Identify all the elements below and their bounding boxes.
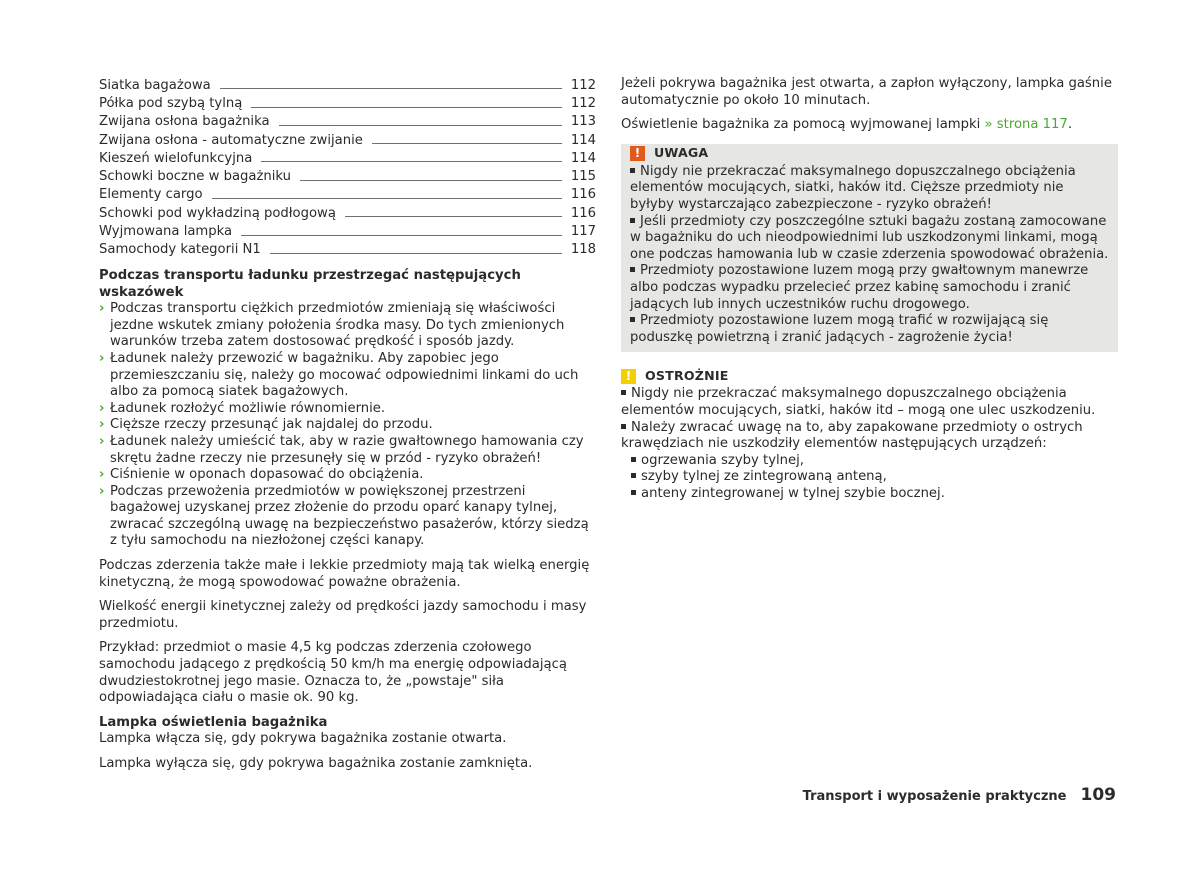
- toc-leader: [241, 235, 562, 236]
- caution-box: [621, 366, 1118, 502]
- chevron-right-icon: ›: [99, 433, 105, 449]
- caution-header: [621, 366, 1118, 386]
- toc-item[interactable]: [99, 241, 596, 259]
- toc-page: 112: [570, 96, 596, 111]
- chevron-right-icon: ›: [99, 483, 105, 499]
- toc-page: 112: [570, 77, 596, 93]
- warning-box: [621, 144, 1118, 353]
- chevron-right-icon: ›: [99, 301, 105, 317]
- toc-leader: [220, 88, 562, 89]
- lamp-heading: Lampka oświetlenia bagażnika: [99, 714, 328, 730]
- toc-leader: [261, 161, 561, 162]
- warning-header: [630, 144, 1110, 164]
- toc-item[interactable]: [99, 167, 596, 185]
- toc-title: Półka pod szybą tylną: [99, 96, 243, 111]
- toc-page: 115: [570, 169, 596, 185]
- toc-item[interactable]: [99, 204, 596, 222]
- lamp-timeout-paragraph: Jeżeli pokrywa bagażnika jest otwarta, a zapłon wyłączony, lampka gaśnie automatycznie po około 10 minutach.: [621, 76, 1112, 108]
- warning-item: Przedmioty pozostawione luzem mogą przy gwałtownym manewrze albo podczas wypadku przelecieć przez kabinę samochodu i zranić jadących lub innych uczestników ruchu drogowego.: [630, 263, 1089, 312]
- toc-title: Elementy cargo: [99, 187, 203, 203]
- caution-icon: !: [621, 369, 636, 384]
- square-bullet-icon: [621, 424, 626, 429]
- example-paragraph: Przykład: przedmiot o masie 4,5 kg podczas zderzenia czołowego samochodu jadącego z prędkością 50 km/h ma energię odpowiadającą dwudziestokrotnej jego masie. Oznacza to, że „powstaje" siła odpowiadająca ciału o masie ok. 90 kg.: [99, 640, 567, 706]
- chevron-right-icon: ›: [99, 417, 105, 433]
- caution-item: Nigdy nie przekraczać maksymalnego dopuszczalnego obciążenia elementów mocujących, siatki, haków itd – mogą one ulec uszkodzeniu.: [621, 386, 1096, 418]
- list-item: › Ładunek należy przewozić w bagażniku. Aby zapobiec jego przemieszczaniu się, należy go mocować odpowiednimi linkami do uch albo za pomocą siatek bagażowych.: [99, 350, 579, 400]
- page-footer: [803, 787, 1116, 806]
- list-item: › Ładunek należy umieścić tak, aby w razie gwałtownego hamowania czy skrętu żadne rzeczy nie przesunęły się w przód - ryzyko obrażeń!: [99, 433, 584, 466]
- square-bullet-icon: [630, 267, 635, 272]
- right-column: [621, 76, 1118, 502]
- energy-speed-paragraph: Wielkość energii kinetycznej zależy od prędkości jazdy samochodu i masy przedmiotu.: [99, 599, 587, 631]
- toc-leader: [212, 198, 562, 199]
- toc-title: Zwijana osłona - automatyczne zwijanie: [99, 132, 363, 148]
- lamp-off-paragraph: Lampka wyłącza się, gdy pokrywa bagażnika zostanie zamknięta.: [99, 756, 533, 771]
- toc-item[interactable]: [99, 222, 596, 240]
- toc-leader: [279, 125, 562, 126]
- toc-leader: [345, 216, 562, 217]
- square-bullet-icon: [630, 218, 635, 223]
- list-item: › Podczas transportu ciężkich przedmiotów zmieniają się właściwości jezdne wskutek zmiany położenia środka masy. Do tych zmienionych warunków trzeba zatem dostosować prędkość i sposób jazdy.: [99, 301, 565, 350]
- chevron-right-icon: ›: [99, 467, 105, 483]
- toc-leader: [251, 107, 562, 108]
- caution-title: OSTROŻNIE: [645, 368, 729, 384]
- warning-item: Nigdy nie przekraczać maksymalnego dopuszczalnego obciążenia elementów mocujących, siatki, haków itd. Cięższe przedmioty nie byłyby wystarczająco zabezpieczone - ryzyko obrażeń!: [630, 163, 1076, 212]
- chapter-title: Transport i wyposażenie praktyczne: [802, 789, 1067, 804]
- toc-page: 114: [570, 150, 596, 166]
- toc-leader: [270, 253, 562, 254]
- page-number: 109: [1080, 785, 1116, 805]
- square-bullet-icon: [630, 317, 635, 322]
- warning-title: UWAGA: [654, 145, 709, 161]
- toc-title: Zwijana osłona bagażnika: [99, 114, 270, 130]
- toc-leader: [372, 143, 562, 144]
- page-reference-link[interactable]: » strona 117: [984, 117, 1068, 133]
- toc-page: 114: [570, 132, 596, 148]
- toc-page: 116: [570, 205, 596, 221]
- toc-title: Kieszeń wielofunkcyjna: [99, 150, 253, 166]
- toc-title: Schowki boczne w bagażniku: [99, 169, 292, 185]
- caution-item: Należy zwracać uwagę na to, aby zapakowane przedmioty o ostrych krawędziach nie uszkodziły elementów następujących urządzeń:: [621, 419, 1083, 452]
- transport-bullet-list: [99, 301, 596, 550]
- warning-item: Jeśli przedmioty czy poszczególne sztuki bagażu zostaną zamocowane w bagażniku do uch nieodpowiednimi lub uszkodzonymi linkami, mogą one podczas hamowania lub w czasie zderzenia spowodować obrażenia.: [630, 213, 1109, 262]
- list-item: › Ciśnienie w oponach dopasować do obciążenia.: [99, 467, 424, 483]
- list-item: › Podczas przewożenia przedmiotów w powiększonej przestrzeni bagażowej uzyskanej przez złożenie do przodu oparć kanapy tylnej, zwracać szczególną uwagę na bezpieczeństwo pasażerów, którzy siedzą z tyłu samochodu na niezłożonej części kanapy.: [99, 483, 589, 549]
- toc-item[interactable]: [99, 186, 596, 204]
- toc-title: Samochody kategorii N1: [99, 242, 261, 258]
- toc-page: 117: [570, 224, 596, 240]
- list-item: › Cięższe rzeczy przesunąć jak najdalej do przodu.: [99, 417, 433, 433]
- toc-item[interactable]: [99, 131, 596, 149]
- caution-subitem: ogrzewania szyby tylnej,: [621, 453, 1118, 470]
- square-bullet-icon: [631, 457, 636, 462]
- toc-title: Siatka bagażowa: [99, 77, 211, 93]
- lamp-on-paragraph: Lampka włącza się, gdy pokrywa bagażnika zostanie otwarta.: [99, 731, 507, 747]
- lamp-reference-paragraph: Oświetlenie bagażnika za pomocą wyjmowanej lampki » strona 117.: [621, 117, 1073, 133]
- square-bullet-icon: [631, 473, 636, 478]
- chevron-right-icon: ›: [99, 350, 105, 366]
- toc-item[interactable]: [99, 113, 596, 131]
- caution-subitem: szyby tylnej ze zintegrowaną anteną,: [621, 469, 1118, 486]
- toc-item[interactable]: [99, 149, 596, 167]
- warning-icon: !: [630, 146, 645, 161]
- toc-item[interactable]: [99, 76, 596, 94]
- warning-item: Przedmioty pozostawione luzem mogą trafić w rozwijającą się poduszkę powietrzną i zranić jadących - zagrożenie życia!: [630, 313, 1049, 345]
- caution-subitem: anteny zintegrowanej w tylnej szybie bocznej.: [621, 486, 1118, 503]
- toc-page: 116: [570, 187, 596, 203]
- toc-page: 118: [570, 242, 596, 258]
- toc-item[interactable]: [99, 94, 596, 112]
- square-bullet-icon: [621, 390, 626, 395]
- square-bullet-icon: [630, 168, 635, 173]
- toc-leader: [300, 180, 562, 181]
- toc-page: 113: [570, 114, 596, 130]
- toc-list: [99, 76, 596, 259]
- list-item: › Ładunek rozłożyć możliwie równomiernie.: [99, 400, 386, 416]
- transport-heading: Podczas transportu ładunku przestrzegać następujących wskazówek: [99, 267, 521, 300]
- left-column: [99, 76, 596, 773]
- energy-paragraph: Podczas zderzenia także małe i lekkie przedmioty mają tak wielką energię kinetyczną, że mogą spowodować poważne obrażenia.: [99, 558, 590, 590]
- toc-title: Wyjmowana lampka: [99, 224, 233, 240]
- square-bullet-icon: [631, 490, 636, 495]
- toc-title: Schowki pod wykładziną podłogową: [99, 205, 336, 221]
- chevron-right-icon: ›: [99, 400, 105, 416]
